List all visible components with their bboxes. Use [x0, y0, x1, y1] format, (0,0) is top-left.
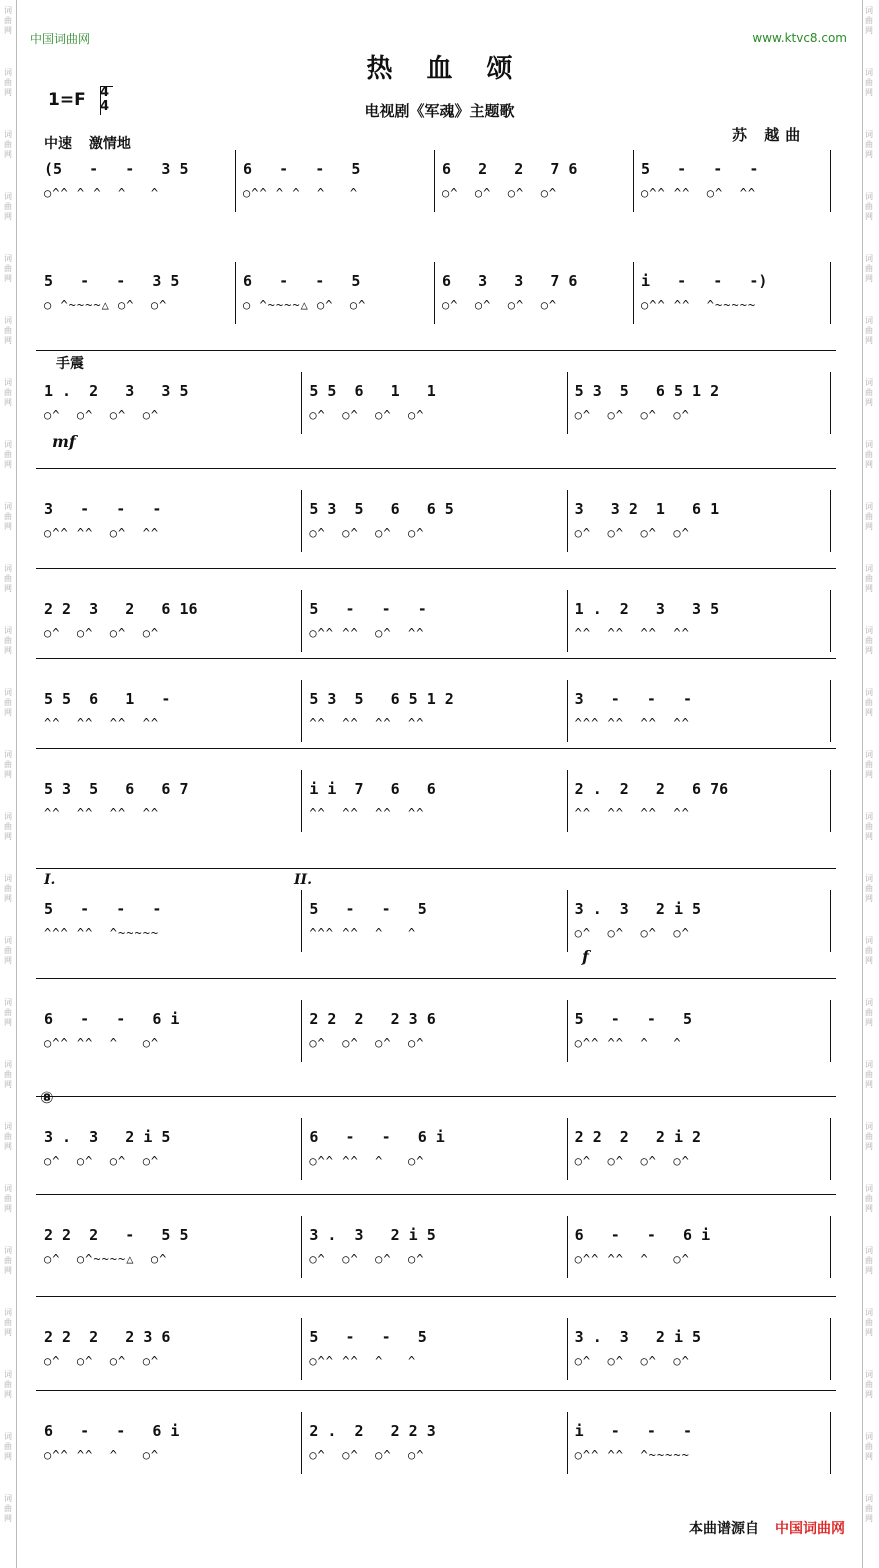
- score-row: [36, 490, 832, 552]
- tempo-marking: 中速 激情地: [44, 136, 131, 152]
- score-row: [36, 262, 832, 324]
- measure: [301, 372, 566, 434]
- watermark-glyph: 词 曲 网: [865, 874, 873, 903]
- volta-second: II.: [294, 872, 312, 888]
- measure-technique: ○^ ○^ ○^ ○^: [309, 1252, 425, 1266]
- watermark-glyph: 词 曲 网: [865, 68, 873, 97]
- measure: [36, 1118, 301, 1180]
- watermark-glyph: 词 曲 网: [4, 750, 12, 779]
- watermark-glyph: 词 曲 网: [865, 1432, 873, 1461]
- score-row: [36, 1216, 832, 1278]
- measure-notes: 3 3 2 1 6 1: [574, 500, 720, 518]
- row-top-line: [36, 350, 836, 351]
- measure: [301, 490, 566, 552]
- measure: [567, 490, 832, 552]
- measure: [36, 262, 235, 324]
- watermark-glyph: 词 曲 网: [865, 812, 873, 841]
- rehearsal-mark-8: ⑧: [40, 1088, 54, 1107]
- barline: [301, 372, 302, 434]
- barline: [301, 590, 302, 652]
- measure: [567, 1412, 832, 1474]
- measure: [36, 890, 301, 952]
- measure-notes: 2 2 2 2 3 6: [309, 1010, 436, 1028]
- score-row: [36, 680, 832, 742]
- measure-technique: ○^ ○^ ○^ ○^: [44, 408, 160, 422]
- site-url-header[interactable]: www.ktvc8.com: [752, 31, 847, 45]
- barline-end: [830, 262, 831, 324]
- watermark-glyph: 词 曲 网: [865, 502, 873, 531]
- measure-notes: 1 . 2 3 3 5: [44, 382, 189, 400]
- watermark-glyph: 词 曲 网: [4, 1184, 12, 1213]
- score-row: [36, 1000, 832, 1062]
- watermark-glyph: 词 曲 网: [4, 502, 12, 531]
- barline-end: [830, 770, 831, 832]
- barline: [301, 1318, 302, 1380]
- barline: [567, 1412, 568, 1474]
- watermark-glyph: 词 曲 网: [865, 6, 873, 35]
- measure-notes: 3 . 3 2 i 5: [574, 1328, 702, 1346]
- watermark-glyph: 词 曲 网: [865, 378, 873, 407]
- watermark-glyph: 词 曲 网: [865, 936, 873, 965]
- watermark-glyph: 词 曲 网: [4, 316, 12, 345]
- measure-technique: ^^ ^^ ^^ ^^: [309, 716, 425, 730]
- barline-end: [830, 1412, 831, 1474]
- watermark-glyph: 词 曲 网: [865, 998, 873, 1027]
- measure-technique: ○^^ ^^ ^ ○^: [44, 1036, 160, 1050]
- watermark-glyph: 词 曲 网: [4, 874, 12, 903]
- measure-technique: ○^^ ^^ ^ ^: [309, 1354, 417, 1368]
- measure-technique: ○^ ○^ ○^ ○^: [309, 408, 425, 422]
- watermark-glyph: 词 曲 网: [4, 6, 12, 35]
- watermark-glyph: 词 曲 网: [4, 254, 12, 283]
- watermark-glyph: 词 曲 网: [4, 812, 12, 841]
- measure-notes: i - - -): [641, 272, 768, 290]
- measure: [567, 1318, 832, 1380]
- measure-notes: 2 2 2 2 3 6: [44, 1328, 171, 1346]
- measure-notes: 5 3 5 6 6 7: [44, 780, 189, 798]
- measure: [301, 680, 566, 742]
- watermark-glyph: 词 曲 网: [865, 564, 873, 593]
- measure-technique: ^^ ^^ ^^ ^^: [44, 806, 160, 820]
- barline: [567, 770, 568, 832]
- watermark-glyph: 词 曲 网: [4, 1308, 12, 1337]
- measure-technique: ^^ ^^ ^^ ^^: [309, 806, 425, 820]
- tremolo-label: 手震: [56, 356, 84, 372]
- measure-technique: ^^ ^^ ^^ ^^: [44, 716, 160, 730]
- barline: [567, 372, 568, 434]
- measure: [36, 1000, 301, 1062]
- score-row: [36, 770, 832, 832]
- measure-technique: ○ ^~~~~△ ○^ ○^: [243, 298, 367, 312]
- watermark-glyph: 词 曲 网: [4, 1246, 12, 1275]
- barline: [301, 770, 302, 832]
- watermark-glyph: 词 曲 网: [865, 1308, 873, 1337]
- barline-end: [830, 680, 831, 742]
- measure-technique: ○^^ ^^ ^~~~~~: [641, 298, 757, 312]
- measure: [567, 890, 832, 952]
- watermark-glyph: 词 曲 网: [865, 1060, 873, 1089]
- measure: [434, 262, 633, 324]
- time-signature-top: 4: [100, 85, 110, 100]
- barline: [301, 890, 302, 952]
- score-row: [36, 372, 832, 434]
- measure-notes: 2 2 3 2 6 16: [44, 600, 198, 618]
- dynamic-f: f: [582, 947, 589, 966]
- watermark-glyph: 词 曲 网: [865, 192, 873, 221]
- watermark-glyph: 词 曲 网: [865, 130, 873, 159]
- measure-technique: ○^ ○^ ○^ ○^: [44, 1354, 160, 1368]
- measure: [36, 150, 235, 212]
- measure: [567, 1118, 832, 1180]
- measure-notes: 3 - - -: [44, 500, 162, 518]
- measure-notes: 3 . 3 2 i 5: [309, 1226, 436, 1244]
- measure-notes: 5 - - 5: [309, 900, 427, 918]
- watermark-glyph: 词 曲 网: [4, 1060, 12, 1089]
- measure-notes: i i 7 6 6: [309, 780, 436, 798]
- row-top-line: [36, 868, 836, 869]
- barline-end: [830, 150, 831, 212]
- measure-notes: 6 - - 6 i: [574, 1226, 711, 1244]
- measure: [301, 1318, 566, 1380]
- measure-notes: 2 . 2 2 6 76: [574, 780, 729, 798]
- measure: [235, 262, 434, 324]
- measure-notes: 5 3 5 6 6 5: [309, 500, 454, 518]
- measure: [301, 1412, 566, 1474]
- measure: [567, 1000, 832, 1062]
- measure-notes: 5 - - -: [44, 900, 162, 918]
- measure-technique: ○^^ ^ ^ ^ ^: [243, 186, 359, 200]
- score-row: [36, 590, 832, 652]
- measure-technique: ○^ ○^ ○^ ○^: [442, 186, 558, 200]
- barline: [235, 262, 236, 324]
- measure: [434, 150, 633, 212]
- measure-technique: ○^^ ^^ ^~~~~~: [574, 1448, 690, 1462]
- barline: [567, 1318, 568, 1380]
- measure-technique: ^^^ ^^ ^~~~~~: [44, 926, 160, 940]
- measure-technique: ^^^ ^^ ^^ ^^: [574, 716, 690, 730]
- barline-end: [830, 1000, 831, 1062]
- measure-technique: ○^ ○^ ○^ ○^: [574, 1354, 690, 1368]
- footer-source: [689, 1518, 845, 1538]
- watermark-glyph: 词 曲 网: [4, 192, 12, 221]
- measure-notes: 5 3 5 6 5 1 2: [309, 690, 454, 708]
- measure: [36, 680, 301, 742]
- barline-end: [830, 1216, 831, 1278]
- watermark-glyph: 词 曲 网: [4, 378, 12, 407]
- site-name-header[interactable]: 中国词曲网: [30, 32, 91, 46]
- barline-end: [830, 1318, 831, 1380]
- barline: [567, 1118, 568, 1180]
- barline-end: [830, 372, 831, 434]
- measure-technique: ○^ ○^ ○^ ○^: [44, 626, 160, 640]
- measure-technique: ○^ ○^ ○^ ○^: [309, 1448, 425, 1462]
- measure-notes: 2 2 2 - 5 5: [44, 1226, 189, 1244]
- watermark-glyph: 词 曲 网: [865, 1246, 873, 1275]
- row-top-line: [36, 978, 836, 979]
- measure-technique: ○^ ○^ ○^ ○^: [574, 526, 690, 540]
- measure: [36, 1412, 301, 1474]
- measure-notes: 6 - - 6 i: [309, 1128, 445, 1146]
- score-row: [36, 890, 832, 952]
- score-row: [36, 1318, 832, 1380]
- row-top-line: [36, 1390, 836, 1391]
- watermark-glyph: 词 曲 网: [865, 1122, 873, 1151]
- measure: [36, 490, 301, 552]
- watermark-glyph: 词 曲 网: [4, 998, 12, 1027]
- measure: [301, 590, 566, 652]
- measure-technique: ○^ ○^ ○^ ○^: [442, 298, 558, 312]
- barline: [301, 1216, 302, 1278]
- measure-technique: ○^^ ^ ^ ^ ^: [44, 186, 160, 200]
- score-row: [36, 1118, 832, 1180]
- watermark-glyph: 词 曲 网: [865, 688, 873, 717]
- measure-technique: ○ ^~~~~△ ○^ ○^: [44, 298, 168, 312]
- measure-notes: 5 - - -: [309, 600, 427, 618]
- measure-notes: 6 - - 5: [243, 272, 361, 290]
- measure-notes: 3 . 3 2 i 5: [44, 1128, 171, 1146]
- measure-notes: 5 - - -: [641, 160, 759, 178]
- measure: [567, 590, 832, 652]
- measure-technique: ○^^ ^^ ^ ^: [574, 1036, 682, 1050]
- measure: [633, 262, 832, 324]
- barline: [235, 150, 236, 212]
- measure-technique: ^^ ^^ ^^ ^^: [574, 806, 690, 820]
- watermark-glyph: 词 曲 网: [865, 1184, 873, 1213]
- key-signature: 1=F: [48, 90, 86, 110]
- barline: [567, 490, 568, 552]
- measure: [235, 150, 434, 212]
- composer-credit: 苏 越曲: [732, 126, 807, 144]
- measure-notes: 6 3 3 7 6: [442, 272, 578, 290]
- barline: [567, 1000, 568, 1062]
- measure-technique: ○^ ○^ ○^ ○^: [574, 926, 690, 940]
- watermark-glyph: 词 曲 网: [4, 440, 12, 469]
- watermark-glyph: 词 曲 网: [4, 130, 12, 159]
- measure: [301, 1118, 566, 1180]
- measure: [567, 680, 832, 742]
- watermark-glyph: 词 曲 网: [4, 564, 12, 593]
- measure-notes: 6 - - 6 i: [44, 1010, 180, 1028]
- score-row: [36, 1412, 832, 1474]
- measure-technique: ○^ ○^ ○^ ○^: [574, 408, 690, 422]
- barline: [301, 490, 302, 552]
- watermark-glyph: 词 曲 网: [865, 440, 873, 469]
- row-top-line: [36, 1096, 836, 1097]
- dynamic-mf: mf: [52, 432, 76, 451]
- song-subtitle: 电视剧《军魂》主题歌: [364, 102, 515, 120]
- barline-end: [830, 590, 831, 652]
- barline: [434, 262, 435, 324]
- barline: [301, 1412, 302, 1474]
- watermark-glyph: 词 曲 网: [865, 1370, 873, 1399]
- barline-end: [830, 890, 831, 952]
- barline-end: [830, 1118, 831, 1180]
- measure: [301, 890, 566, 952]
- barline: [301, 680, 302, 742]
- measure-technique: ○^ ○^ ○^ ○^: [44, 1154, 160, 1168]
- measure-technique: ○^^ ^^ ○^ ^^: [44, 526, 160, 540]
- measure-notes: 5 - - 3 5: [44, 272, 180, 290]
- measure-technique: ○^ ○^ ○^ ○^: [574, 1154, 690, 1168]
- measure: [301, 770, 566, 832]
- measure-notes: i - - -: [574, 1422, 693, 1440]
- watermark-glyph: 词 曲 网: [4, 1122, 12, 1151]
- measure-technique: ○^ ○^ ○^ ○^: [309, 526, 425, 540]
- footer-source-site[interactable]: 中国词曲网: [775, 1521, 845, 1537]
- measure: [301, 1216, 566, 1278]
- time-signature-bottom: 4: [100, 99, 110, 114]
- measure: [567, 372, 832, 434]
- watermark-glyph: 词 曲 网: [4, 1494, 12, 1523]
- measure-notes: 6 - - 5: [243, 160, 361, 178]
- measure-notes: 3 . 3 2 i 5: [574, 900, 702, 918]
- row-top-line: [36, 568, 836, 569]
- watermark-glyph: 词 曲 网: [4, 936, 12, 965]
- measure-technique: ○^^ ^^ ○^ ^^: [309, 626, 425, 640]
- barline: [567, 590, 568, 652]
- barline: [567, 1216, 568, 1278]
- measure: [633, 150, 832, 212]
- measure: [36, 372, 301, 434]
- measure-notes: 5 - - 5: [309, 1328, 427, 1346]
- measure-technique: ^^ ^^ ^^ ^^: [574, 626, 690, 640]
- measure-notes: 3 - - -: [574, 690, 693, 708]
- watermark-glyph: 词 曲 网: [4, 1432, 12, 1461]
- measure: [36, 1318, 301, 1380]
- watermark-glyph: 词 曲 网: [865, 750, 873, 779]
- measure: [36, 770, 301, 832]
- footer-source-label: 本曲谱源自: [689, 1521, 759, 1537]
- measure-technique: ○^ ○^ ○^ ○^: [309, 1036, 425, 1050]
- watermark-glyph: 词 曲 网: [4, 688, 12, 717]
- barline: [633, 150, 634, 212]
- watermark-glyph: 词 曲 网: [865, 626, 873, 655]
- watermark-glyph: 词 曲 网: [4, 626, 12, 655]
- score-row: [36, 150, 832, 212]
- measure-notes: 2 2 2 2 i 2: [574, 1128, 702, 1146]
- barline: [567, 680, 568, 742]
- row-top-line: [36, 748, 836, 749]
- watermark-glyph: 词 曲 网: [4, 1370, 12, 1399]
- row-top-line: [36, 1194, 836, 1195]
- measure: [567, 1216, 832, 1278]
- measure: [301, 1000, 566, 1062]
- measure-notes: 5 - - 5: [574, 1010, 693, 1028]
- watermark-glyph: 词 曲 网: [865, 1494, 873, 1523]
- measure-technique: ^^^ ^^ ^ ^: [309, 926, 417, 940]
- barline-end: [830, 490, 831, 552]
- barline: [434, 150, 435, 212]
- measure-notes: 2 . 2 2 2 3: [309, 1422, 436, 1440]
- measure-technique: ○^^ ^^ ^ ○^: [574, 1252, 690, 1266]
- measure: [36, 590, 301, 652]
- measure-notes: 6 2 2 7 6: [442, 160, 578, 178]
- measure-technique: ○^^ ^^ ○^ ^^: [641, 186, 757, 200]
- row-top-line: [36, 658, 836, 659]
- watermark-glyph: 词 曲 网: [865, 254, 873, 283]
- watermark-glyph: 词 曲 网: [865, 316, 873, 345]
- measure-technique: ○^ ○^~~~~△ ○^: [44, 1252, 168, 1266]
- row-top-line: [36, 468, 836, 469]
- measure-notes: 6 - - 6 i: [44, 1422, 180, 1440]
- measure-notes: 5 5 6 1 1: [309, 382, 436, 400]
- measure: [567, 770, 832, 832]
- volta-first: I.: [44, 872, 56, 888]
- measure-notes: 5 5 6 1 -: [44, 690, 171, 708]
- watermark-glyph: 词 曲 网: [4, 68, 12, 97]
- measure-notes: 5 3 5 6 5 1 2: [574, 382, 720, 400]
- barline: [633, 262, 634, 324]
- barline: [301, 1118, 302, 1180]
- measure-notes: (5 - - 3 5: [44, 160, 189, 178]
- song-title: 热血颂: [366, 54, 547, 84]
- measure: [36, 1216, 301, 1278]
- barline: [567, 890, 568, 952]
- barline: [301, 1000, 302, 1062]
- row-top-line: [36, 1296, 836, 1297]
- measure-notes: 1 . 2 3 3 5: [574, 600, 720, 618]
- measure-technique: ○^^ ^^ ^ ○^: [309, 1154, 425, 1168]
- measure-technique: ○^^ ^^ ^ ○^: [44, 1448, 160, 1462]
